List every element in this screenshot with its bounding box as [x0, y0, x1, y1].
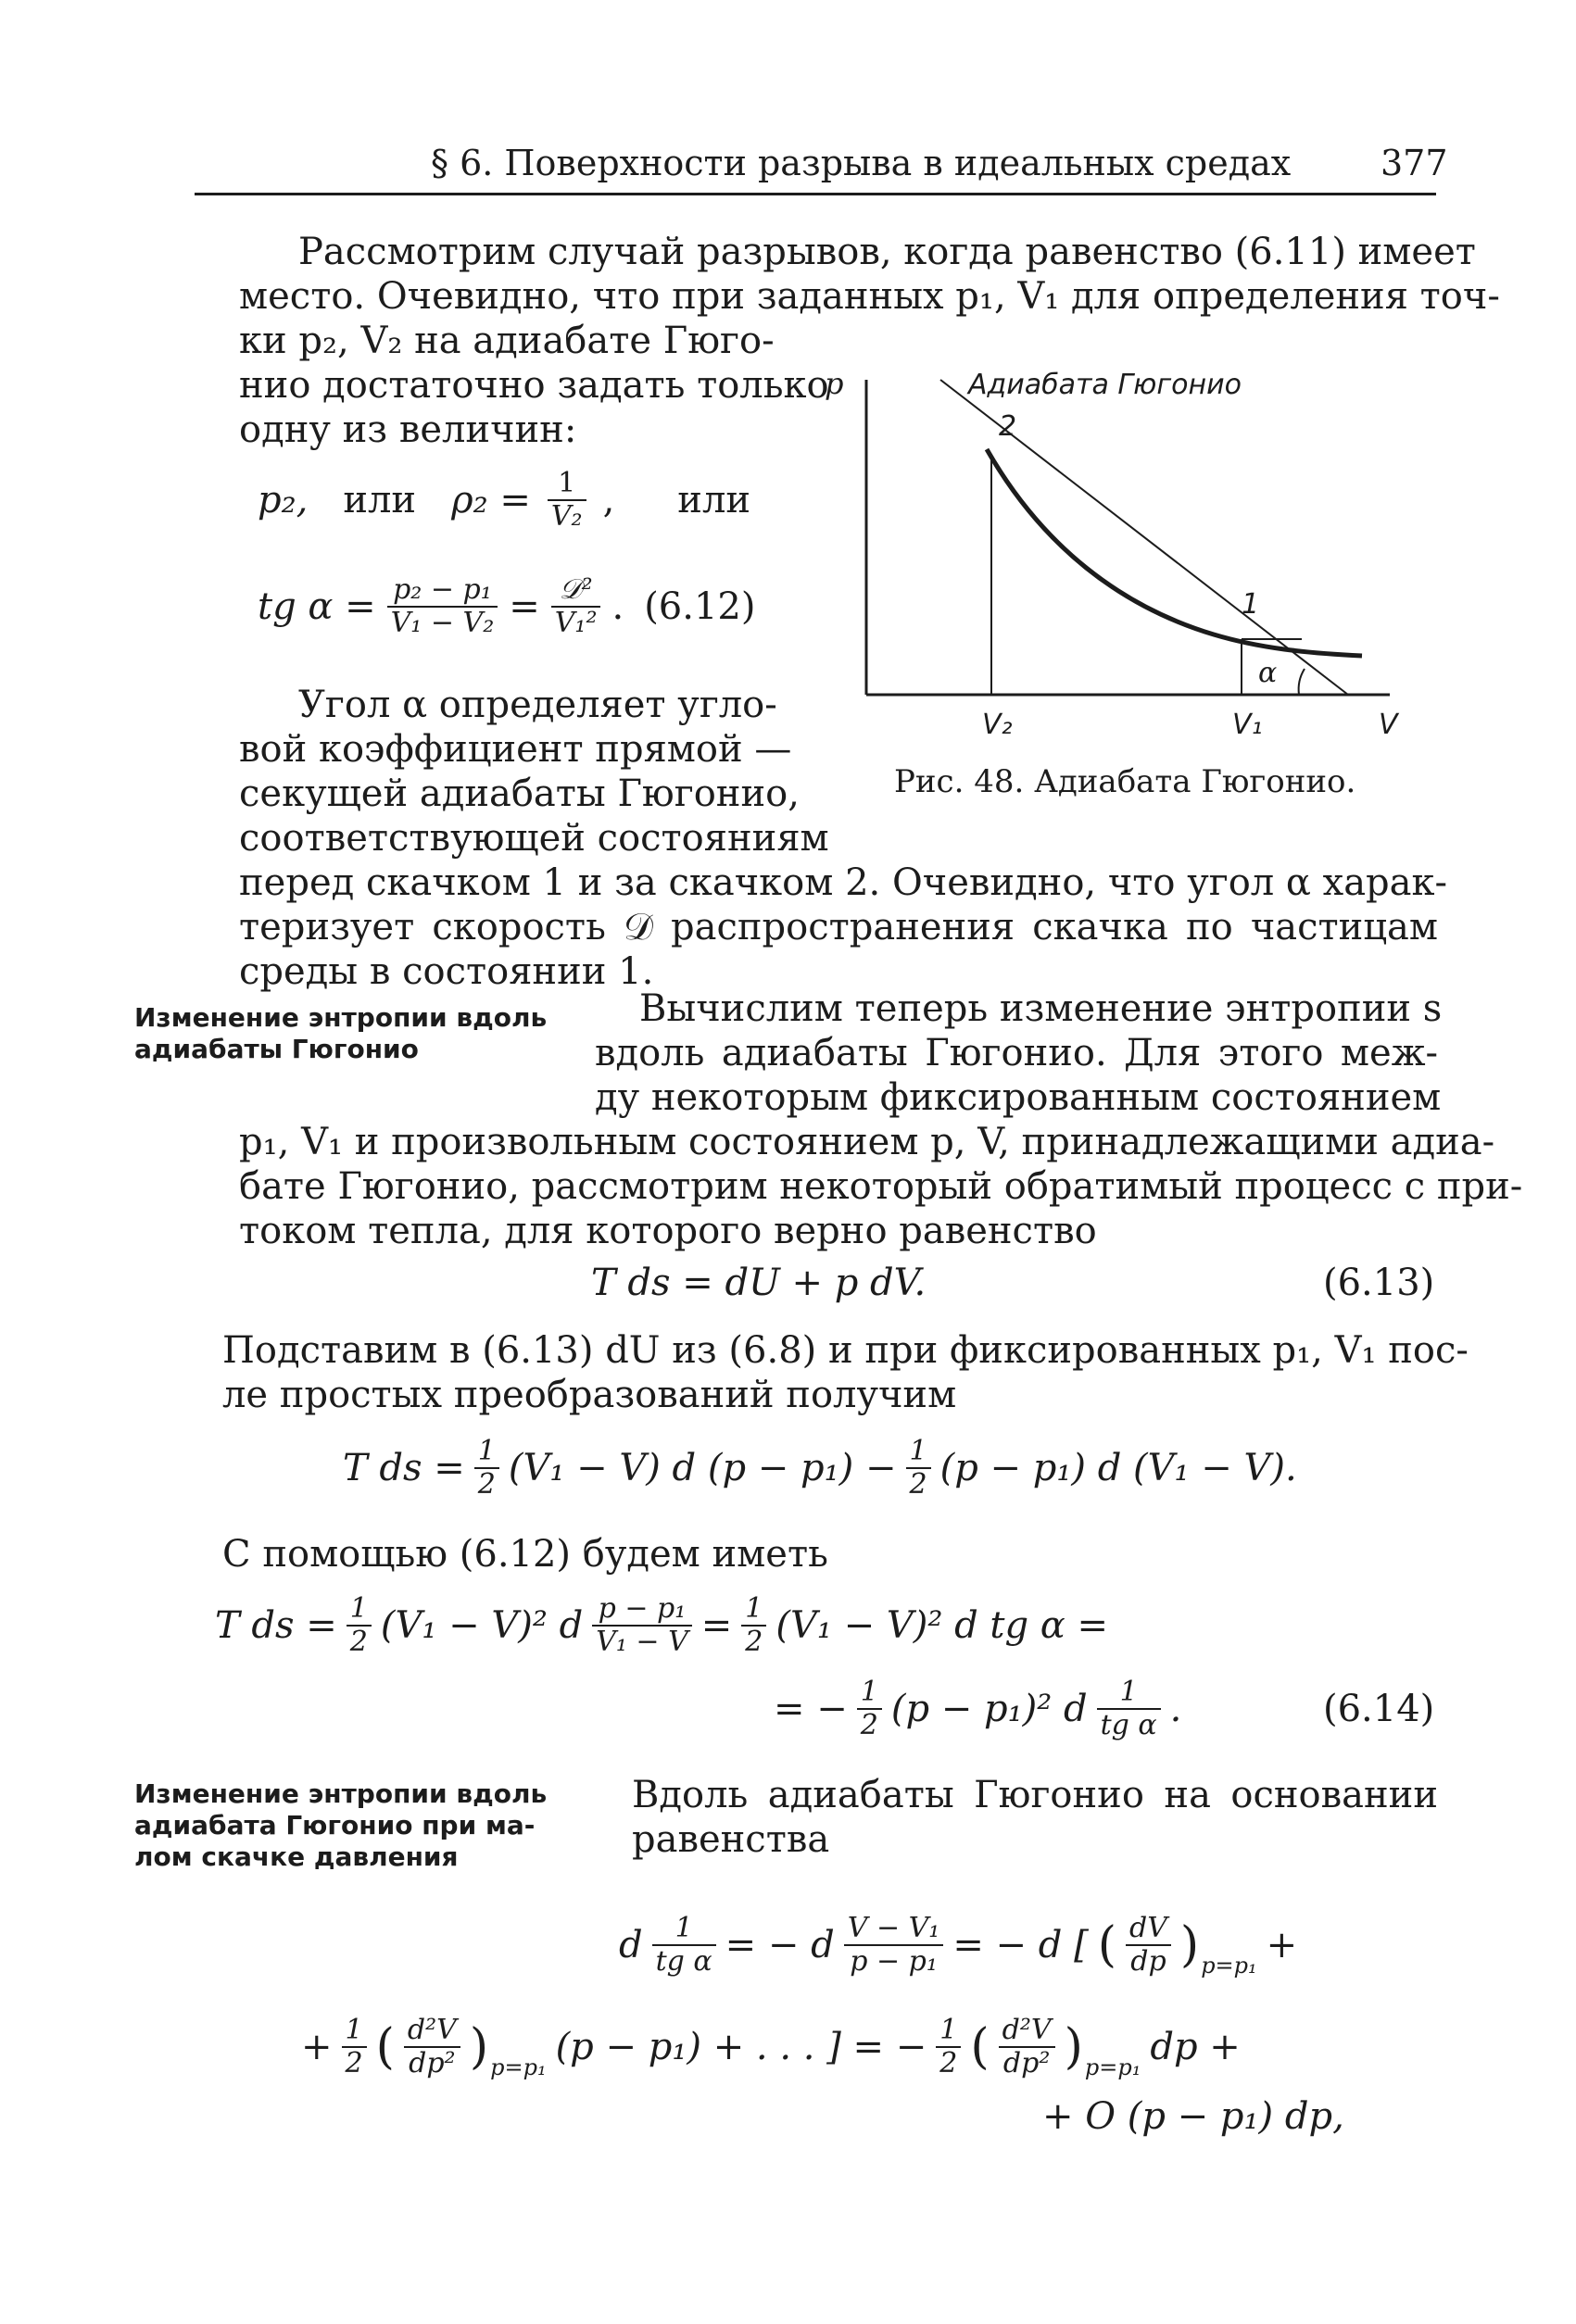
eq-final-half2-num: 1: [936, 2015, 961, 2048]
eq-final-line2-c: dp +: [1150, 2026, 1241, 2068]
para2-line5: перед скачком 1 и за скачком 2. Очевидно, что угол α харак-: [239, 861, 1448, 904]
fig-y-label: p: [825, 366, 844, 401]
eq-tds-half1: [474, 1436, 499, 1501]
para3-line6: током тепла, для которого верно равенство: [239, 1210, 1097, 1252]
eq-612-frac2-den: V₁²: [554, 607, 598, 639]
eq-final-half1-den: 2: [345, 2047, 363, 2079]
eq-614-line2: [774, 1667, 1181, 1751]
eq-rho-comma: ,: [602, 479, 615, 521]
figure-hugoniot: [815, 361, 1445, 806]
eq-final-line2-plus: +: [301, 2026, 333, 2068]
eq-612-frac2: [551, 574, 601, 639]
eq-612-frac1-num: p₂ − p₁: [387, 574, 498, 608]
eq-final-line1: d $\frac{1}{\text{tg α}}$ = − d $\frac{\text{V − V₁}}{\text{p − p₁}}$ = − d [ ( $\frac{dV}{dp}$ ) p=p₁ +: [619, 1912, 1298, 1979]
eq-final-d2v-a: [404, 2015, 460, 2079]
eq-614-lhs: T ds =: [215, 1604, 337, 1647]
eq-final-dvdp-den: dp: [1130, 1945, 1166, 1978]
para1-line5: одну из величин:: [239, 408, 577, 451]
fig-point-2: 2: [999, 410, 1017, 443]
fig-point-1: 1: [1242, 588, 1260, 621]
page-number: 377: [1381, 143, 1448, 183]
eq-612-equals: =: [509, 585, 540, 628]
eq-final-d2v-a-den: dp²: [409, 2047, 456, 2079]
eq-rho-lhs: ρ₂ =: [451, 479, 531, 521]
eq-614-half1-den: 2: [349, 1626, 368, 1658]
eq-614-half3-num: 1: [857, 1677, 882, 1710]
margin-note-2-line1: Изменение энтропии вдоль: [134, 1778, 548, 1809]
para1-line3: ки p₂, V₂ на адиабате Гюго-: [239, 320, 775, 362]
eq-612-dot: .: [611, 585, 624, 628]
fig-angle: α: [1258, 657, 1278, 689]
eq-tds-term1: (V₁ − V) d (p − p₁) −: [508, 1447, 897, 1489]
eq-final-vfrac: [844, 1913, 944, 1978]
eq-614-tgfrac-num: 1: [1097, 1677, 1161, 1710]
eq-rho-num: 1: [548, 468, 586, 501]
eq-6-13-label: (6.13): [1323, 1262, 1435, 1304]
eq-rho-p2: p₂,: [258, 479, 309, 521]
eq-final-d2v-b: [999, 2015, 1055, 2079]
eq-final-dvdp: [1126, 1913, 1171, 1978]
eq-final-sub3: p=p₁: [1084, 2054, 1141, 2080]
para4-line1: Подставим в (6.13) dU из (6.8) и при фиксированных p₁, V₁ пос-: [222, 1329, 1469, 1372]
para4-line2: ле простых преобразований получим: [222, 1374, 957, 1416]
eq-6-14-label: (6.14): [1323, 1688, 1435, 1730]
para3-line5: бате Гюгонио, рассмотрим некоторый обратимый процесс с при-: [239, 1165, 1523, 1208]
eq-614-b2: (p − p₁)² d: [890, 1688, 1088, 1730]
eq-tds-half1-den: 2: [477, 1468, 496, 1501]
eq-rho-den: V₂: [550, 500, 583, 533]
eq-tds-half2-den: 2: [909, 1468, 927, 1501]
eq-final-d2v-b-num: d²V: [999, 2015, 1055, 2048]
eq-612-label: (6.12): [644, 585, 756, 628]
eq-final-half1: [342, 2015, 367, 2079]
eq-614-frac-num: p − p₁: [592, 1593, 692, 1627]
para3-line3: ду некоторым фиксированным состоянием: [595, 1076, 1442, 1119]
eq-tds-half2-num: 1: [906, 1436, 931, 1469]
fig-tick-v2: V₂: [982, 709, 1013, 741]
eq-614-a2: =: [700, 1604, 733, 1647]
eq-final-line2: + $\frac{1}{2}$ ( $\frac{\text{d²V}}{\text{dp²}}$ ) p=p₁ (p − p₁) + . . . ] = − $\frac{1}{2}$ ( $\frac{\text{d²V}}{\text{dp²}}$ ) p=p₁ dp +: [301, 2014, 1241, 2080]
eq-rho-or1: или: [343, 479, 417, 521]
para2-line3: секущей адиабаты Гюгонио,: [239, 773, 800, 815]
eq-final-tgfrac-den: tg α: [655, 1945, 712, 1978]
eq-final-d2v-b-den: dp²: [1002, 2047, 1051, 2079]
para1-line4: нио достаточно задать только: [239, 364, 829, 407]
eq-final-half2: [936, 2015, 961, 2079]
margin-note-2-line3: лом скачке давления: [134, 1841, 459, 1872]
fig-tick-v1: V₁: [1232, 709, 1263, 741]
para2-line2: вой коэффициент прямой —: [239, 728, 792, 771]
eq-final-c: = − d [: [952, 1924, 1089, 1966]
eq-tds: [343, 1426, 1297, 1510]
eq-614-a1: (V₁ − V)² d: [380, 1604, 584, 1647]
eq-612-frac1-den: V₁ − V₂: [390, 607, 495, 639]
para6-line1: Вдоль адиабаты Гюгонио на основании: [632, 1774, 1438, 1816]
eq-rho: [258, 463, 750, 537]
eq-612-lhs: tg α =: [258, 585, 376, 628]
para2-line1: Угол α определяет угло-: [298, 684, 777, 726]
eq-tds-half1-num: 1: [474, 1436, 499, 1469]
eq-612-frac1: [387, 574, 498, 639]
eq-612-frac2-num: 𝒟²: [551, 574, 601, 608]
para1-line2: место. Очевидно, что при заданных p₁, V₁ для определения точ-: [239, 275, 1500, 318]
eq-6-12: [258, 565, 755, 648]
eq-614-a3: (V₁ − V)² d tg α =: [775, 1604, 1109, 1647]
para2-line4: соответствующей состояниям: [239, 817, 829, 860]
eq-tds-half2: [906, 1436, 931, 1501]
eq-614-line1: [215, 1584, 1108, 1667]
running-header: § 6. Поверхности разрыва в идеальных средах: [431, 143, 1292, 183]
eq-final-tgfrac: [652, 1913, 716, 1978]
hugoniot-curve: [987, 449, 1362, 656]
eq-final-half1-num: 1: [342, 2015, 367, 2048]
para3-line1: Вычислим теперь изменение энтропии s: [639, 987, 1443, 1030]
fig-x-label: V: [1379, 709, 1398, 741]
eq-614-dot: .: [1169, 1688, 1182, 1730]
eq-final-vfrac-num: V − V₁: [844, 1913, 944, 1946]
fig-title: Адиабата Гюгонио: [968, 369, 1242, 401]
para1-line1: Рассмотрим случай разрывов, когда равенство (6.11) имеет: [298, 231, 1476, 273]
eq-614-frac-den: V₁ − V: [596, 1626, 688, 1658]
eq-614-half3-den: 2: [860, 1709, 878, 1741]
eq-614-half2-num: 1: [741, 1593, 766, 1627]
eq-final-vfrac-den: p − p₁: [850, 1945, 938, 1978]
eq-614-tgfrac: [1097, 1677, 1161, 1741]
eq-final-line3: + O (p − p₁) dp,: [1042, 2095, 1344, 2138]
angle-arc: [1299, 669, 1305, 695]
eq-614-b1: = −: [774, 1688, 848, 1730]
margin-note-1-line2: адиабаты Гюгонио: [134, 1034, 419, 1064]
eq-tds-lhs: T ds =: [343, 1447, 465, 1489]
eq-final-d2v-a-num: d²V: [404, 2015, 460, 2048]
eq-final-b: = − d: [725, 1924, 835, 1966]
eq-614-frac: [592, 1593, 692, 1658]
eq-final-half2-den: 2: [939, 2047, 958, 2079]
para5: С помощью (6.12) будем иметь: [222, 1533, 828, 1576]
eq-final-plus: +: [1266, 1924, 1298, 1966]
eq-614-half1-num: 1: [347, 1593, 372, 1627]
para2-line6: теризует скорость 𝒟 распространения скачка по частицам: [239, 906, 1438, 948]
eq-final-dvdp-num: dV: [1126, 1913, 1171, 1946]
eq-final-line2-b: (p − p₁) + . . . ] = −: [555, 2026, 927, 2068]
eq-final-sub1: p=p₁: [1201, 1953, 1257, 1979]
para2-line7: среды в состоянии 1.: [239, 950, 654, 993]
margin-note-2-line2: адиабата Гюгонио при ма-: [134, 1810, 536, 1840]
eq-rho-or2: или: [677, 479, 751, 521]
para6-line2: равенства: [632, 1818, 830, 1861]
eq-final-sub2: p=p₁: [490, 2054, 547, 2080]
eq-rho-frac: [548, 468, 586, 533]
eq-6-13: T ds = dU + p dV.: [591, 1262, 927, 1304]
eq-614-half2: [741, 1593, 766, 1658]
eq-614-half1: [347, 1593, 372, 1658]
eq-614-half2-den: 2: [745, 1626, 763, 1658]
margin-note-1-line1: Изменение энтропии вдоль: [134, 1002, 548, 1033]
eq-614-tgfrac-den: tg α: [1100, 1709, 1157, 1741]
para3-line2: вдоль адиабаты Гюгонио. Для этого меж-: [595, 1032, 1438, 1074]
eq-614-half3: [857, 1677, 882, 1741]
header-rule: [195, 193, 1436, 195]
eq-tds-term2: (p − p₁) d (V₁ − V).: [939, 1447, 1297, 1489]
eq-final-d: d: [619, 1924, 643, 1966]
eq-final-tgfrac-num: 1: [652, 1913, 716, 1946]
para3-line4: p₁, V₁ и произвольным состоянием p, V, принадлежащими адиа-: [239, 1121, 1495, 1163]
figure-caption: Рис. 48. Адиабата Гюгонио.: [894, 763, 1356, 800]
